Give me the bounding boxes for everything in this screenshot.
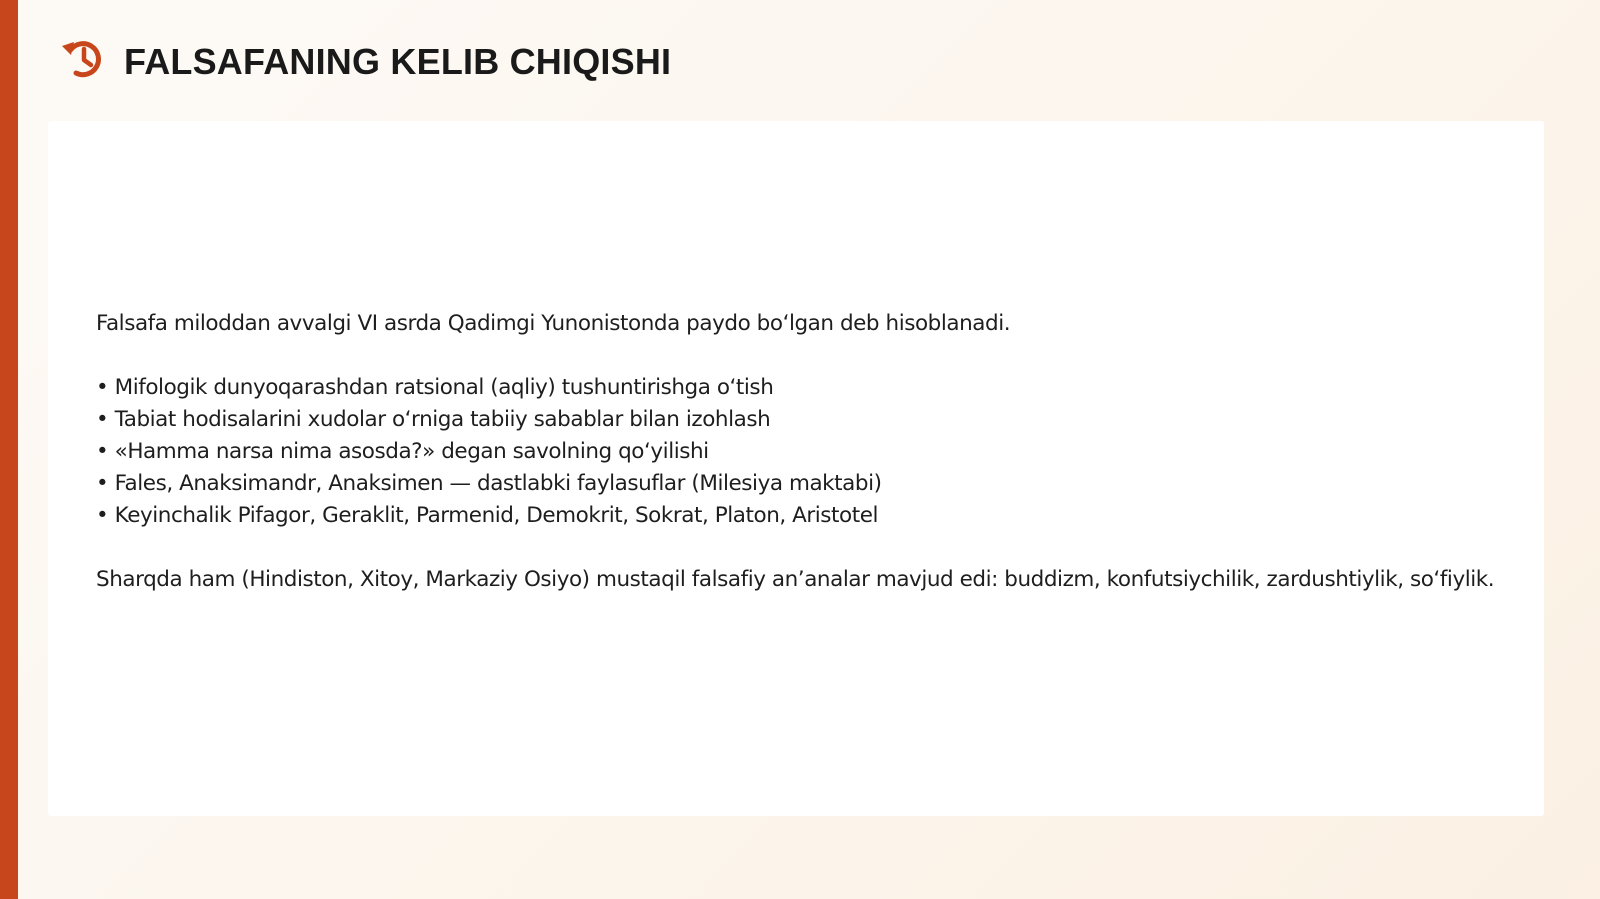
list-item: • Keyinchalik Pifagor, Geraklit, Parmenid, Demokrit, Sokrat, Platon, Aristotel: [96, 503, 879, 528]
spacer: [96, 340, 1496, 372]
list-item: • Mifologik dunyoqarashdan ratsional (aqliy) tushuntirishga oʻtish: [96, 375, 774, 400]
bullet-list: [96, 372, 1496, 532]
list-item: • Fales, Anaksimandr, Anaksimen — dastlabki faylasuflar (Milesiya maktabi): [96, 471, 882, 496]
slide-header: [58, 30, 671, 94]
content-card: [48, 121, 1544, 816]
closing-paragraph: Sharqda ham (Hindiston, Xitoy, Markaziy Osiyo) mustaqil falsafiy an’analar mavjud edi: buddizm, konfutsiychilik, zardushtiylik, soʻfiylik.: [96, 567, 1495, 592]
list-item: • Tabiat hodisalarini xudolar oʻrniga tabiiy sabablar bilan izohlash: [96, 407, 771, 432]
history-icon: [58, 32, 108, 82]
list-item: • «Hamma narsa nima asosda?» degan savolning qoʻyilishi: [96, 439, 709, 464]
slide-body: [96, 308, 1496, 596]
accent-bar: [0, 0, 18, 899]
intro-paragraph: Falsafa miloddan avvalgi VI asrda Qadimgi Yunonistonda paydo boʻlgan deb hisoblanadi.: [96, 311, 1011, 336]
page-title: FALSAFANING KELIB CHIQISHI: [124, 41, 672, 82]
spacer: [96, 532, 1496, 564]
